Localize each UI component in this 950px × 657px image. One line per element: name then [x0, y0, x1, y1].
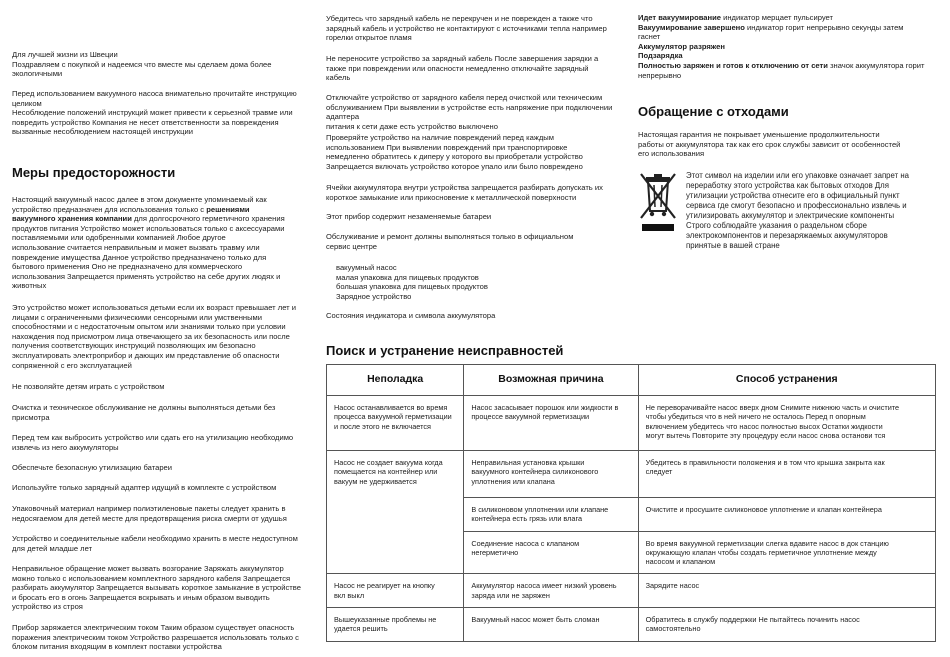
status-line: [638, 13, 938, 23]
cause-cell: Насос засасывает порошок или жидкости в процессе вакуумной герметизации: [464, 396, 638, 451]
crossed-bin-icon: [638, 171, 678, 231]
fix-cell: Во время вакуумной герметизации слегка вдавите насос в док станцию окружающую клапан чтобы создать герметичное уплотнение между насосом и клапаном: [638, 531, 935, 574]
status-line: [638, 61, 938, 80]
list-item: Зарядное устройство: [336, 291, 412, 301]
inspect-paragraph: Проверяйте устройство на наличие повреждений перед каждым использованием При выявлении повреждений при транспортировке немедленно обратитесь к диперу у которого вы приобретали устройство Запрещается включать устройство которое упало или было повреждено: [326, 133, 583, 171]
problem-cell: [327, 531, 464, 574]
waste-heading: Обращение с отходами: [638, 104, 789, 119]
purpose-paragraph: [12, 195, 312, 291]
cleaning-paragraph: Очистка и техническое обслуживание не должны выполняться детьми без присмотра: [12, 403, 276, 422]
problem-cell: [327, 498, 464, 532]
table-row: [327, 451, 936, 498]
problem-cell: Вышеуказанные проблемы не удается решить: [327, 608, 464, 642]
parts-list: [326, 263, 628, 301]
battery-disposal-paragraph: Обеспечьте безопасную утилизацию батареи: [12, 463, 173, 472]
problem-cell: Насос не реагирует на кнопку вкл выкл: [327, 574, 464, 608]
status-list: [638, 13, 938, 80]
table-row: [327, 498, 936, 532]
status-label: Идет вакуумирование: [638, 13, 722, 22]
table-header-row: [327, 365, 936, 396]
children-paragraph: Это устройство может использоваться детьми если их возраст превышает лет и лицами с ограниченными физическими сенсорными или умственными способностями и с недостаточным опытом или знаниями только при условии нахождения под присмотром лица отвечающего за их безопасность или после получения соответствующих инструкций позволяющих им безопасно эксплуатировать электроприбор и дающих им представление об опасности сопряженной с его эксплуатацией: [12, 303, 297, 370]
status-line: [638, 51, 938, 61]
status-label: Аккумулятор разряжен: [638, 41, 725, 51]
table-row: [327, 608, 936, 642]
status-desc: индикатор мерцает пульсирует: [721, 13, 833, 22]
intro-warning: Перед использованием вакуумного насоса внимательно прочитайте инструкцию целиком Несоблюдение положений инструкций может привести к серьезной травме или повредить устройство Компания не несет ответственности за повреждения вызванные несоблюдением настоящей инструкции: [12, 89, 297, 137]
fire-paragraph: Неправильное обращение может вызвать возгорание Заряжать аккумулятор можно только с использованием комплектного зарядного кабеля Запрещается разбирать аккумулятор Запрещается вызывать короткое замыкание в устройстве и бросать его в огонь Запрещается вскрывать и иным образом выводить устройство из строя: [12, 564, 301, 612]
precautions-heading: Меры предосторожности: [12, 165, 176, 180]
adapter-paragraph: Используйте только зарядный адаптер идущий в комплекте с устройством: [12, 483, 277, 492]
symbol-paragraph: Этот символ на изделии или его упаковке означает запрет на переработку этого устройства как бытовых отходов Для утилизации устройства отнесите его в официальный пункт сервиса где смогут безопасно и профессионально извлечь и утилизировать аккумулятор и электрические компоненты Строго соблюдайте указания о раздельном сборе электрокомпонентов и перезаряжаемых аккумуляторов принятые в вашей стране: [686, 171, 909, 250]
battery-cells-paragraph: Ячейки аккумулятора внутри устройства запрещается разбирать допускать их короткое замыкание или прикосновение к металлической поверхности: [326, 183, 603, 202]
purpose-bold-text: решениями вакуумного хранения компании: [12, 204, 250, 224]
table-row: [327, 531, 936, 574]
intro-greeting: Для лучшей жизни из Швеции Поздравляем с покупкой и надеемся что вместе мы сделаем дома более экологичными: [12, 50, 272, 79]
fix-cell: Очистите и просушите силиконовое уплотнение и клапан контейнера: [638, 498, 935, 532]
guarantee-paragraph: Настоящая гарантия не покрывает уменьшение продолжительности работы от аккумулятора так как его срок службы зависит от особенностей его использования: [638, 130, 901, 159]
list-item: большая упаковка для пищевых продуктов: [336, 282, 488, 292]
batteries-paragraph: Этот прибор содержит незаменяемые батареи: [326, 212, 492, 221]
service-paragraph: Обслуживание и ремонт должны выполняться только в официальном сервис центре: [326, 232, 574, 251]
status-label: Полностью заряжен и готов к отключению от сети: [638, 60, 828, 70]
status-desc: значок аккумулятора горит непрерывно: [638, 60, 925, 80]
status-label: Подзарядка: [638, 51, 683, 61]
column-header: Неполадка: [327, 365, 464, 396]
problem-cell: Насос не создает вакуума когда помещается на контейнер или вакуум не удерживается: [327, 451, 464, 498]
cause-cell: В силиконовом уплотнении или клапане контейнера есть грязь или влага: [464, 498, 638, 532]
troubleshooting-heading: Поиск и устранение неисправностей: [326, 343, 564, 358]
troubleshooting-table: [326, 364, 936, 642]
no-play-paragraph: Не позволяйте детям играть с устройством: [12, 382, 165, 391]
table-row: [327, 396, 936, 451]
electric-paragraph: Прибор заряжается электрическим током Таким образом существует опасность поражения электрическим током Устройство разрешается использовать только с блоком питания входящим в комплект поставки устройства: [12, 623, 299, 652]
disconnect-paragraph: Отключайте устройство от зарядного кабеля перед очисткой или техническим обслуживанием При выявлении в устройстве есть напряжение при подключении адаптера питания к сети даже есть устройство выключено: [326, 93, 613, 131]
status-line: [638, 23, 938, 42]
purpose-text-2: для долгосрочного герметичного хранения продуктов питания Устройство может использоваться только с аксессуарами поставляемыми или одобренными компанией Любое другое использование считается неправильным и может вызвать травму или повреждение имущества Данное устройство предназначено только для бытового применения Оно не предназначено для коммерческого использования Запрещается применять устройство на себе других людях и животных: [12, 214, 285, 291]
list-item: вакуумный насос: [336, 263, 397, 272]
column-header: Способ устранения: [638, 365, 935, 396]
disposal-paragraph: Перед тем как выбросить устройство или сдать его на утилизацию необходимо извлечь из него аккумуляторы: [12, 433, 294, 452]
cause-cell: Аккумулятор насоса имеет низкий уровень заряда или не заряжен: [464, 574, 638, 608]
cable-check-paragraph: Убедитесь что зарядный кабель не перекручен и не поврежден а также что зарядный кабель и устройство не контактируют с источниками тепла например горелки открытое пламя: [326, 14, 607, 43]
fix-cell: Не переворачивайте насос вверх дном Снимите нижнюю часть и очистите чтобы убедиться что в ней ничего не осталось Перед п опорным включением убедитесь что насос полностью высох Остатки жидкости могут вытечь Повторите эту процедуру если насос снова останови тся: [638, 396, 935, 451]
cause-cell: Вакуумный насос может быть сломан: [464, 608, 638, 642]
packaging-paragraph: Упаковочный материал например полиэтиленовые пакеты следует хранить в недосягаемом для детей месте для предотвращения риска смерти от удушья: [12, 504, 287, 523]
cable-carry-paragraph: Не переносите устройство за зарядный кабель После завершения зарядки а также при повреждении или опасности немедленно отключайте зарядный кабель: [326, 54, 599, 83]
problem-cell: Насос останавливается во время процесса вакуумной герметизации и после этого не включается: [327, 396, 464, 451]
purpose-text-1: Настоящий вакуумный насос далее в этом документе упоминаемый как устройство предназначен для использования только с: [12, 195, 267, 214]
list-item: малая упаковка для пищевых продуктов: [336, 272, 479, 282]
cause-cell: Неправильная установка крышки вакуумного контейнера силиконового уплотнения или клапана: [464, 451, 638, 498]
status-line: [638, 42, 938, 52]
indicator-caption: Состояния индикатора и символа аккумулятора: [326, 311, 496, 320]
column-header: Возможная причина: [464, 365, 638, 396]
status-desc: индикатор горит непрерывно секунды затем гаснет: [638, 22, 904, 42]
status-label: Вакуумирование завершено: [638, 22, 745, 32]
cause-cell: Соединение насоса с клапаном негерметично: [464, 531, 638, 574]
cables-paragraph: Устройство и соединительные кабели необходимо хранить в месте недоступном для детей младше лет: [12, 534, 298, 553]
fix-cell: Зарядите насос: [638, 574, 935, 608]
table-row: [327, 574, 936, 608]
fix-cell: Обратитесь в службу поддержки Не пытайтесь починить насос самостоятельно: [638, 608, 935, 642]
fix-cell: Убедитесь в правильности положения и в том что крышка закрыта как следует: [638, 451, 935, 498]
